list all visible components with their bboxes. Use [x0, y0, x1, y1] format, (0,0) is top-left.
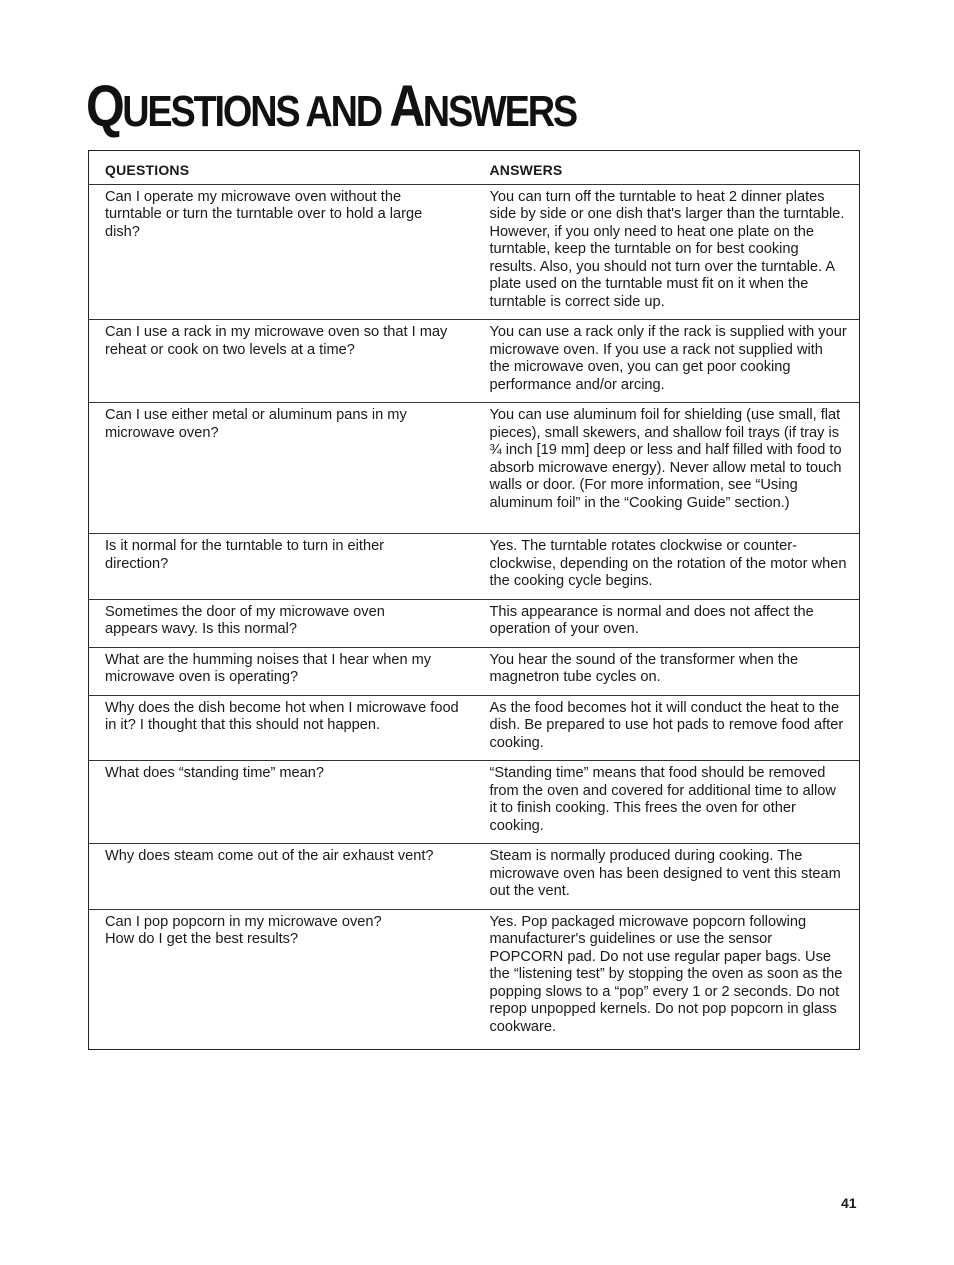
answer-cell: You hear the sound of the transformer when the magnetron tube cycles on. [475, 647, 860, 695]
questions-header: QUESTIONS [89, 151, 475, 185]
answer-cell: You can use aluminum foil for shielding (use small, flat pieces), small skewers, and shallow foil trays (if tray is ¾ inch [19 mm] deep or less and half filled with food to absorb microwave energy). Never allow metal to touch walls or door. (For more information, see “Using aluminum foil” in the “Cooking Guide” section.) [475, 403, 860, 534]
table-row [89, 534, 860, 600]
answer-cell: Yes. Pop packaged microwave popcorn following manufacturer's guidelines or use the sensor POPCORN pad. Do not use regular paper bags. Use the “listening test” by stopping the oven as soon as the popping slows to a “pop” every 1 or 2 seconds. Do not repop unpopped kernels. Do not pop popcorn in glass cookware. [475, 909, 860, 1049]
question-cell: Why does steam come out of the air exhaust vent? [89, 844, 475, 910]
table-header-row [89, 151, 860, 185]
title-and: AND [305, 87, 390, 136]
answer-cell: As the food becomes hot it will conduct the heat to the dish. Be prepared to use hot pads to remove food after cooking. [475, 695, 860, 761]
title-cap-q: Q [86, 74, 123, 139]
page-title [86, 74, 576, 139]
question-cell: Is it normal for the turntable to turn in either direction? [89, 534, 475, 600]
answer-cell: You can turn off the turntable to heat 2 dinner plates side by side or one dish that's larger than the turntable. However, if you only need to heat one plate on the turntable, keep the turntable on for best cooking results. Also, you should not turn over the turntable. A plate used on the turntable must fit on it when the turntable is correct side up. [475, 184, 860, 320]
table-row [89, 403, 860, 534]
question-cell: Can I pop popcorn in my microwave oven? How do I get the best results? [89, 909, 475, 1049]
table-row [89, 761, 860, 844]
answer-cell: This appearance is normal and does not affect the operation of your oven. [475, 599, 860, 647]
question-cell: What does “standing time” mean? [89, 761, 475, 844]
answer-cell: “Standing time” means that food should be removed from the oven and covered for additional time to allow it to finish cooking. This frees the oven for other cooking. [475, 761, 860, 844]
title-rest-answers: NSWERS [422, 87, 576, 136]
answers-header: ANSWERS [475, 151, 860, 185]
table-row [89, 599, 860, 647]
table-row [89, 320, 860, 403]
title-cap-a: A [389, 74, 423, 139]
question-cell: Can I use a rack in my microwave oven so that I may reheat or cook on two levels at a time? [89, 320, 475, 403]
question-cell: Can I use either metal or aluminum pans in my microwave oven? [89, 403, 475, 534]
page-number: 41 [841, 1195, 857, 1211]
answer-cell: Steam is normally produced during cooking. The microwave oven has been designed to vent this steam out the vent. [475, 844, 860, 910]
answer-cell: You can use a rack only if the rack is supplied with your microwave oven. If you use a rack not supplied with the microwave oven, you can get poor cooking performance and/or arcing. [475, 320, 860, 403]
title-rest-questions: UESTIONS [122, 87, 306, 136]
table-row [89, 695, 860, 761]
table-row [89, 909, 860, 1049]
question-cell: Sometimes the door of my microwave oven appears wavy. Is this normal? [89, 599, 475, 647]
question-cell: Can I operate my microwave oven without the turntable or turn the turntable over to hold a large dish? [89, 184, 475, 320]
table-row [89, 844, 860, 910]
table-row [89, 184, 860, 320]
question-cell: What are the humming noises that I hear when my microwave oven is operating? [89, 647, 475, 695]
answer-cell: Yes. The turntable rotates clockwise or counter-clockwise, depending on the rotation of the motor when the cooking cycle begins. [475, 534, 860, 600]
question-cell: Why does the dish become hot when I microwave food in it? I thought that this should not happen. [89, 695, 475, 761]
qa-table [88, 150, 860, 1050]
table-row [89, 647, 860, 695]
